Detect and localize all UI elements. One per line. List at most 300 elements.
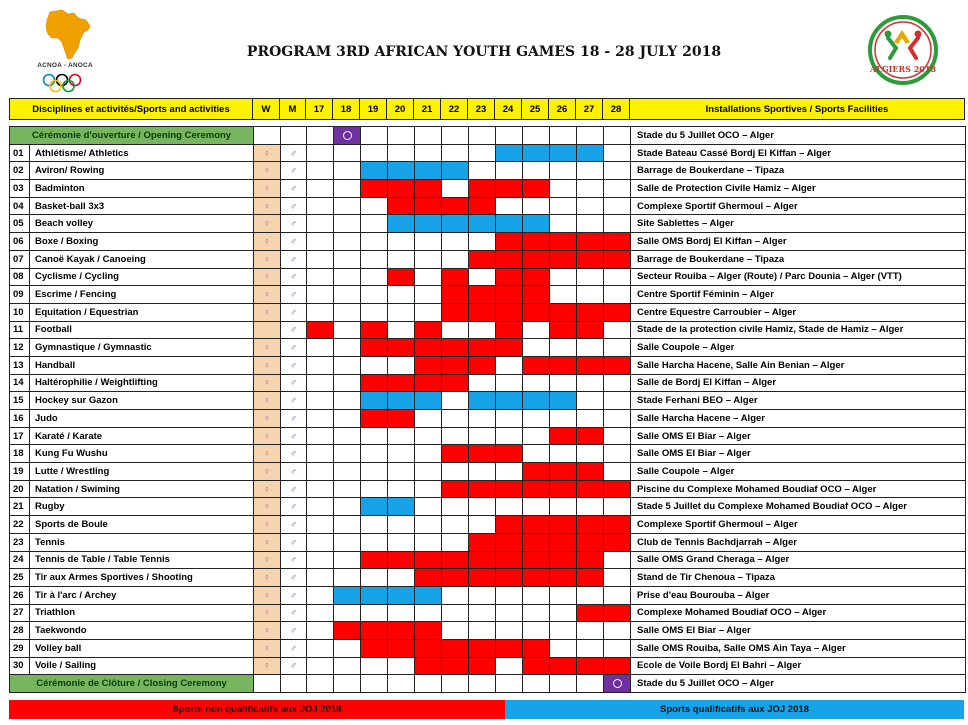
sport-facility: Salle OMS Bordj El Kiffan – Alger	[631, 233, 966, 251]
day-cell-qualifying	[415, 215, 442, 233]
day-cell-non-qualifying	[523, 639, 550, 657]
sport-name: Hockey sur Gazon	[30, 392, 254, 410]
day-cell	[361, 533, 388, 551]
day-cell-non-qualifying	[415, 657, 442, 675]
day-cell	[334, 180, 361, 198]
day-cell	[442, 516, 469, 534]
day-cell	[442, 127, 469, 145]
day-cell-qualifying	[361, 586, 388, 604]
day-cell	[469, 162, 496, 180]
man-icon: ♂	[290, 253, 297, 264]
sport-row	[10, 445, 966, 463]
woman-icon: ♀	[263, 306, 271, 317]
header-women: W	[253, 99, 280, 120]
man-icon: ♂	[290, 306, 297, 317]
day-cell-non-qualifying	[415, 569, 442, 587]
day-cell-non-qualifying	[388, 622, 415, 640]
woman-icon: ♀	[263, 607, 271, 618]
day-cell	[577, 197, 604, 215]
sport-row	[10, 303, 966, 321]
day-cell	[334, 215, 361, 233]
men-cell	[281, 144, 307, 162]
woman-icon: ♀	[263, 589, 271, 600]
man-icon: ♂	[290, 412, 297, 423]
sport-row	[10, 339, 966, 357]
day-cell	[496, 463, 523, 481]
men-cell	[281, 162, 307, 180]
day-cell	[307, 675, 334, 693]
day-cell	[307, 250, 334, 268]
day-cell	[415, 410, 442, 428]
day-cell	[388, 657, 415, 675]
day-cell	[307, 127, 334, 145]
closing-ceremony-facility: Stade du 5 Juillet OCO – Alger	[631, 675, 966, 693]
sport-name: Canoë Kayak / Canoeing	[30, 250, 254, 268]
day-cell-non-qualifying	[361, 551, 388, 569]
day-cell	[307, 144, 334, 162]
day-cell	[442, 427, 469, 445]
sport-number: 21	[10, 498, 30, 516]
day-cell-non-qualifying	[415, 356, 442, 374]
day-cell	[469, 427, 496, 445]
day-cell	[469, 374, 496, 392]
sport-number: 14	[10, 374, 30, 392]
day-cell	[523, 410, 550, 428]
day-cell	[307, 551, 334, 569]
man-icon: ♂	[290, 200, 297, 211]
day-cell-non-qualifying	[388, 374, 415, 392]
women-cell	[254, 215, 281, 233]
opening-ceremony-label: Cérémonie d'ouverture / Opening Ceremony	[10, 127, 254, 145]
sport-facility: Centre Equestre Carroubier – Alger	[631, 303, 966, 321]
sport-number: 20	[10, 480, 30, 498]
sport-row	[10, 533, 966, 551]
day-cell-non-qualifying	[496, 569, 523, 587]
day-cell	[550, 215, 577, 233]
day-cell	[415, 445, 442, 463]
sport-facility: Complexe Sportif Ghermoul – Alger	[631, 197, 966, 215]
day-cell	[361, 675, 388, 693]
man-icon: ♂	[290, 235, 297, 246]
day-cell	[469, 463, 496, 481]
day-cell-non-qualifying	[604, 303, 631, 321]
women-cell-empty	[254, 675, 281, 693]
day-cell	[307, 569, 334, 587]
day-cell	[307, 180, 334, 198]
header-day: 21	[414, 99, 441, 120]
day-cell	[307, 639, 334, 657]
day-cell	[415, 427, 442, 445]
day-cell-non-qualifying	[496, 250, 523, 268]
men-cell	[281, 180, 307, 198]
day-cell	[604, 339, 631, 357]
day-cell-non-qualifying	[469, 480, 496, 498]
sport-row	[10, 604, 966, 622]
day-cell	[496, 427, 523, 445]
day-cell	[388, 250, 415, 268]
men-cell	[281, 197, 307, 215]
sport-number: 12	[10, 339, 30, 357]
sport-row	[10, 162, 966, 180]
day-cell	[604, 586, 631, 604]
day-cell	[442, 463, 469, 481]
day-cell	[577, 622, 604, 640]
day-cell-qualifying	[361, 162, 388, 180]
day-cell	[469, 321, 496, 339]
women-cell	[254, 162, 281, 180]
day-cell	[334, 162, 361, 180]
day-cell	[604, 639, 631, 657]
day-cell	[496, 622, 523, 640]
day-cell-non-qualifying	[604, 604, 631, 622]
day-cell	[334, 268, 361, 286]
day-cell-qualifying	[523, 215, 550, 233]
day-cell	[577, 215, 604, 233]
day-cell-qualifying	[415, 162, 442, 180]
day-cell	[469, 410, 496, 428]
day-cell-non-qualifying	[307, 321, 334, 339]
day-cell-non-qualifying	[388, 268, 415, 286]
woman-icon: ♀	[263, 342, 271, 353]
day-cell	[334, 498, 361, 516]
sport-number: 11	[10, 321, 30, 339]
day-cell-qualifying	[523, 392, 550, 410]
day-cell	[469, 604, 496, 622]
woman-icon: ♀	[263, 253, 271, 264]
day-cell	[550, 586, 577, 604]
day-cell	[415, 286, 442, 304]
day-cell-non-qualifying	[577, 569, 604, 587]
men-cell	[281, 233, 307, 251]
day-cell	[334, 410, 361, 428]
day-cell	[550, 197, 577, 215]
sport-facility: Site Sablettes – Alger	[631, 215, 966, 233]
day-cell	[415, 675, 442, 693]
men-cell	[281, 303, 307, 321]
women-cell	[254, 427, 281, 445]
man-icon: ♂	[290, 430, 297, 441]
man-icon: ♂	[290, 518, 297, 529]
day-cell	[604, 127, 631, 145]
men-cell	[281, 286, 307, 304]
day-cell	[334, 286, 361, 304]
sport-row	[10, 427, 966, 445]
day-cell	[550, 622, 577, 640]
men-cell	[281, 374, 307, 392]
day-cell	[388, 303, 415, 321]
men-cell	[281, 551, 307, 569]
day-cell	[496, 586, 523, 604]
sport-facility: Piscine du Complexe Mohamed Boudiaf OCO – Alger	[631, 480, 966, 498]
day-cell	[550, 604, 577, 622]
sport-number: 15	[10, 392, 30, 410]
day-cell-non-qualifying	[550, 356, 577, 374]
day-cell-non-qualifying	[604, 233, 631, 251]
men-cell-empty	[281, 127, 307, 145]
day-cell-non-qualifying	[496, 516, 523, 534]
day-cell	[361, 127, 388, 145]
women-cell	[254, 180, 281, 198]
day-cell	[415, 463, 442, 481]
men-cell	[281, 480, 307, 498]
day-cell	[604, 286, 631, 304]
day-cell	[388, 604, 415, 622]
sport-row	[10, 321, 966, 339]
day-cell-non-qualifying	[442, 374, 469, 392]
sport-facility: Salle Harcha Hacene – Alger	[631, 410, 966, 428]
sport-number: 07	[10, 250, 30, 268]
day-cell	[442, 144, 469, 162]
woman-icon: ♀	[263, 554, 271, 565]
day-cell	[469, 144, 496, 162]
day-cell	[604, 180, 631, 198]
man-icon: ♂	[290, 572, 297, 583]
day-cell	[334, 551, 361, 569]
day-cell-qualifying	[442, 162, 469, 180]
day-cell	[307, 286, 334, 304]
day-cell	[577, 286, 604, 304]
men-cell	[281, 339, 307, 357]
day-cell	[604, 374, 631, 392]
day-cell-non-qualifying	[415, 639, 442, 657]
day-cell	[523, 427, 550, 445]
day-cell	[442, 233, 469, 251]
day-cell-non-qualifying	[442, 480, 469, 498]
day-cell	[334, 569, 361, 587]
day-cell-non-qualifying	[550, 533, 577, 551]
day-cell-qualifying	[388, 586, 415, 604]
sport-name: Tennis de Table / Table Tennis	[30, 551, 254, 569]
sport-number: 23	[10, 533, 30, 551]
men-cell	[281, 586, 307, 604]
man-icon: ♂	[290, 165, 297, 176]
day-cell	[496, 374, 523, 392]
sport-facility: Salle OMS Rouiba, Salle OMS Ain Taya – Alger	[631, 639, 966, 657]
day-cell-non-qualifying	[523, 356, 550, 374]
day-cell	[442, 498, 469, 516]
sport-row	[10, 233, 966, 251]
day-cell	[361, 480, 388, 498]
day-cell-non-qualifying	[496, 286, 523, 304]
day-cell	[361, 657, 388, 675]
day-cell	[604, 622, 631, 640]
day-cell	[496, 657, 523, 675]
day-cell-non-qualifying	[469, 569, 496, 587]
header-day: 17	[306, 99, 333, 120]
sport-row	[10, 639, 966, 657]
day-cell	[496, 410, 523, 428]
day-cell	[604, 569, 631, 587]
day-cell-non-qualifying	[415, 622, 442, 640]
women-cell	[254, 657, 281, 675]
day-cell-non-qualifying	[334, 622, 361, 640]
sport-name: Handball	[30, 356, 254, 374]
day-cell-non-qualifying	[550, 250, 577, 268]
day-cell-qualifying	[469, 392, 496, 410]
day-cell-non-qualifying	[469, 180, 496, 198]
man-icon: ♂	[290, 342, 297, 353]
women-cell	[254, 356, 281, 374]
women-cell	[254, 622, 281, 640]
opening-ceremony-facility: Stade du 5 Juillet OCO – Alger	[631, 127, 966, 145]
day-cell-non-qualifying	[361, 639, 388, 657]
sport-number: 04	[10, 197, 30, 215]
sport-name: Volley ball	[30, 639, 254, 657]
woman-icon: ♀	[263, 625, 271, 636]
day-cell	[334, 127, 361, 145]
day-cell-non-qualifying	[415, 180, 442, 198]
man-icon: ♂	[290, 465, 297, 476]
sport-name: Kung Fu Wushu	[30, 445, 254, 463]
sport-name: Tir à l'arc / Archey	[30, 586, 254, 604]
men-cell	[281, 569, 307, 587]
sport-number: 17	[10, 427, 30, 445]
sport-name: Triathlon	[30, 604, 254, 622]
day-cell-qualifying	[388, 162, 415, 180]
day-cell	[388, 445, 415, 463]
sport-facility: Salle OMS El Biar – Alger	[631, 445, 966, 463]
day-cell	[361, 144, 388, 162]
women-cell	[254, 445, 281, 463]
sport-facility: Complexe Sportif Ghermoul – Alger	[631, 516, 966, 534]
header-facilities: Installations Sportives / Sports Facilities	[630, 99, 965, 120]
day-cell	[307, 480, 334, 498]
day-cell	[577, 639, 604, 657]
day-cell	[577, 445, 604, 463]
day-cell-non-qualifying	[577, 250, 604, 268]
day-cell	[361, 197, 388, 215]
day-cell	[307, 410, 334, 428]
day-cell	[577, 675, 604, 693]
women-cell	[254, 639, 281, 657]
day-cell	[415, 144, 442, 162]
man-icon: ♂	[290, 289, 297, 300]
day-cell	[604, 321, 631, 339]
man-icon: ♂	[290, 536, 297, 547]
header-day: 20	[387, 99, 414, 120]
woman-icon: ♀	[263, 147, 271, 158]
day-cell-qualifying	[496, 144, 523, 162]
men-cell-empty	[281, 675, 307, 693]
day-cell	[307, 516, 334, 534]
sport-facility: Secteur Rouiba – Alger (Route) / Parc Dounia – Alger (VTT)	[631, 268, 966, 286]
sport-name: Sports de Boule	[30, 516, 254, 534]
day-cell	[361, 233, 388, 251]
women-cell	[254, 250, 281, 268]
day-cell-non-qualifying	[442, 339, 469, 357]
day-cell-non-qualifying	[442, 445, 469, 463]
header-men: M	[280, 99, 306, 120]
day-cell-non-qualifying	[577, 551, 604, 569]
day-cell-non-qualifying	[361, 180, 388, 198]
header-disciplines: Disciplines et activités/Sports and activities	[10, 99, 253, 120]
sport-facility: Ecole de Voile Bordj El Bahri – Alger	[631, 657, 966, 675]
men-cell	[281, 533, 307, 551]
day-cell	[523, 622, 550, 640]
sport-facility: Stade Ferhani BEO – Alger	[631, 392, 966, 410]
day-cell-non-qualifying	[496, 268, 523, 286]
day-cell-non-qualifying	[388, 410, 415, 428]
day-cell-non-qualifying	[469, 639, 496, 657]
day-cell-non-qualifying	[577, 303, 604, 321]
day-cell-non-qualifying	[523, 463, 550, 481]
day-cell	[307, 622, 334, 640]
sport-name: Beach volley	[30, 215, 254, 233]
sport-number: 02	[10, 162, 30, 180]
day-cell	[415, 516, 442, 534]
day-cell	[307, 374, 334, 392]
man-icon: ♂	[290, 377, 297, 388]
sport-name: Haltérophilie / Weightlifting	[30, 374, 254, 392]
man-icon: ♂	[290, 271, 297, 282]
sport-name: Escrime / Fencing	[30, 286, 254, 304]
legend-non-qualifying: Sports non qualificatifs aux JOJ 2018	[9, 700, 505, 719]
day-cell-non-qualifying	[550, 233, 577, 251]
sport-row	[10, 180, 966, 198]
day-cell	[604, 197, 631, 215]
day-cell	[550, 286, 577, 304]
day-cell	[307, 533, 334, 551]
day-cell	[496, 197, 523, 215]
woman-icon: ♀	[263, 412, 271, 423]
day-cell-non-qualifying	[415, 551, 442, 569]
day-cell-non-qualifying	[550, 463, 577, 481]
day-cell-non-qualifying	[388, 339, 415, 357]
sport-name: Gymnastique / Gymnastic	[30, 339, 254, 357]
day-cell	[496, 675, 523, 693]
sport-row	[10, 286, 966, 304]
day-cell-non-qualifying	[469, 533, 496, 551]
day-cell	[307, 303, 334, 321]
woman-icon: ♀	[263, 448, 271, 459]
sport-facility: Stade Bateau Cassé Bordj El Kiffan – Alger	[631, 144, 966, 162]
day-cell-non-qualifying	[577, 321, 604, 339]
sport-name: Basket-ball 3x3	[30, 197, 254, 215]
day-cell	[361, 463, 388, 481]
sport-row	[10, 463, 966, 481]
day-cell-non-qualifying	[469, 657, 496, 675]
day-cell	[334, 516, 361, 534]
woman-icon: ♀	[263, 200, 271, 211]
sport-row	[10, 516, 966, 534]
men-cell	[281, 639, 307, 657]
legend-qualifying: Sports qualificatifs aux JOJ 2018	[505, 700, 964, 719]
man-icon: ♂	[290, 642, 297, 653]
day-cell	[442, 586, 469, 604]
day-cell	[523, 162, 550, 180]
day-cell-non-qualifying	[523, 250, 550, 268]
ceremony-marker-icon	[613, 679, 622, 688]
woman-icon: ♀	[263, 235, 271, 246]
day-cell	[415, 127, 442, 145]
day-cell	[334, 675, 361, 693]
sport-name: Voile / Sailing	[30, 657, 254, 675]
day-cell	[307, 215, 334, 233]
day-cell	[550, 675, 577, 693]
sport-number: 05	[10, 215, 30, 233]
sport-name: Judo	[30, 410, 254, 428]
man-icon: ♂	[290, 501, 297, 512]
day-cell	[334, 427, 361, 445]
sport-facility: Salle OMS El Biar – Alger	[631, 622, 966, 640]
day-cell	[334, 374, 361, 392]
day-cell	[577, 162, 604, 180]
women-cell	[254, 410, 281, 428]
day-cell	[469, 675, 496, 693]
sport-name: Aviron/ Rowing	[30, 162, 254, 180]
day-cell-qualifying	[496, 392, 523, 410]
man-icon: ♂	[290, 607, 297, 618]
